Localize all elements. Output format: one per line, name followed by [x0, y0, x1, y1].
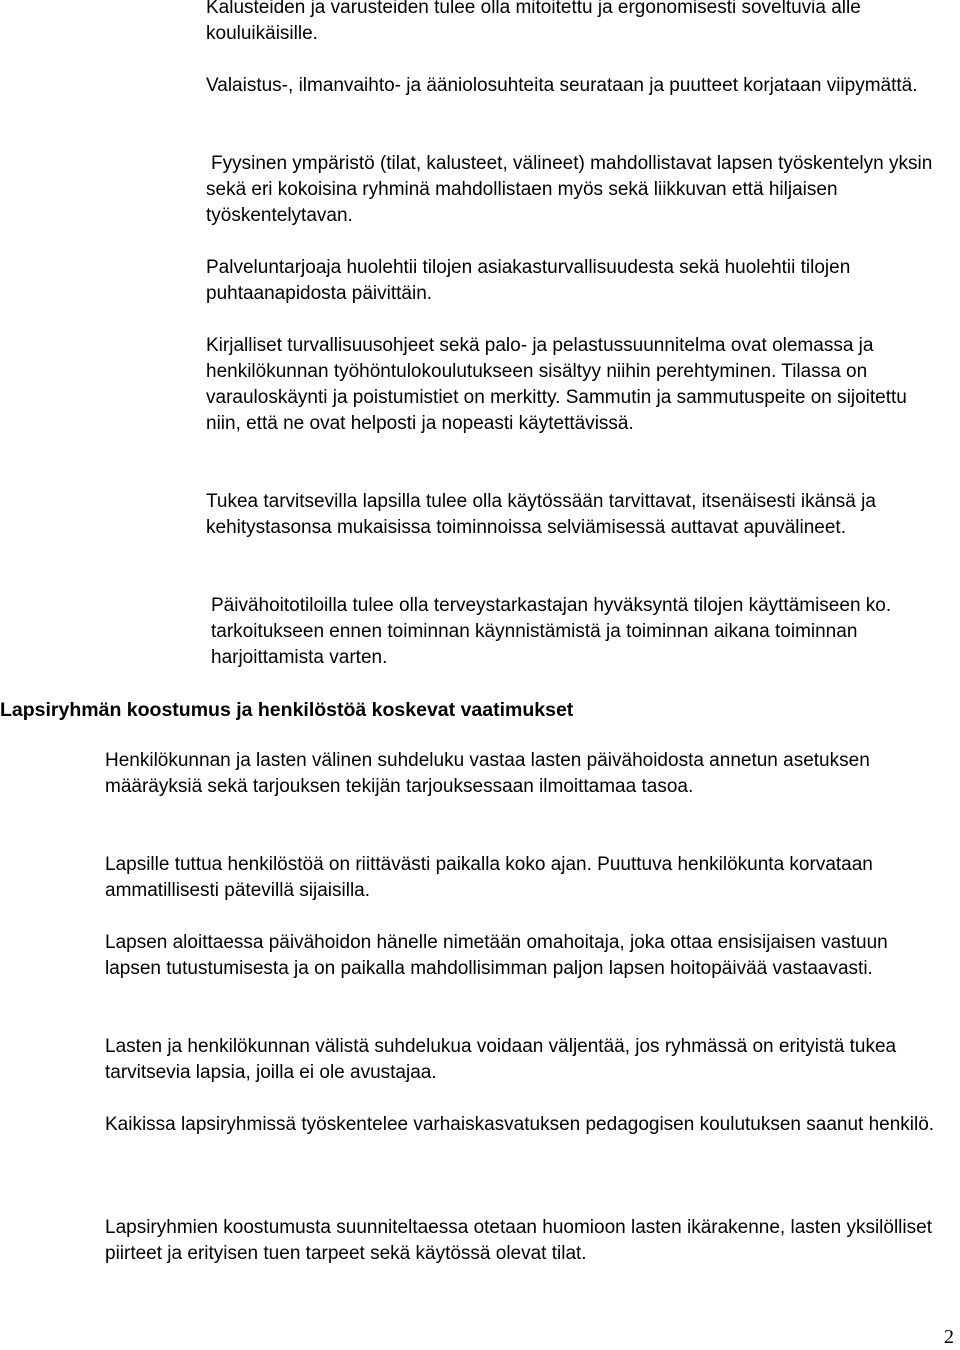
paragraph-staff-ratio: Henkilökunnan ja lasten välinen suhdeluku vastaa lasten päivähoidosta annetun asetuksen määräyksiä sekä tarjouksen tekijän tarjouksessaan ilmoittamaa tasoa. [105, 750, 870, 797]
paragraph-safety-instructions: Kirjalliset turvallisuusohjeet sekä palo- ja pelastussuunnitelma ovat olemassa ja henkilökunnan työhöntulokoulutukseen sisältyy niihin perehtyminen. Tilassa on varauloskäynti ja poistumistiet on merkitty. Sammutin ja sammutuspeite on sijoitettu niin, että ne ovat helposti ja nopeasti käytettävissä. [206, 335, 907, 434]
paragraph-health-inspector: Päivähoitotiloilla tulee olla terveystarkastajan hyväksyntä tilojen käyttämiseen ko. tarkoitukseen ennen toiminnan käynnistämistä ja toiminnan aikana toiminnan harjoittamista varten. [211, 595, 892, 668]
paragraph-assistive-devices: Tukea tarvitsevilla lapsilla tulee olla käytössään tarvittavat, itsenäisesti ikänsä ja kehitystasonsa mukaisissa toiminnoissa selviämisessä auttavat apuvälineet. [206, 491, 876, 538]
paragraph-primary-caregiver: Lapsen aloittaessa päivähoidon hänelle nimetään omahoitaja, joka ottaa ensisijaisen vastuun lapsen tutustumisesta ja on paikalla mahdollisimman paljon lapsen hoitopäivää vastaavasti. [105, 932, 888, 979]
paragraph-group-composition: Lapsiryhmien koostumusta suunniteltaessa otetaan huomioon lasten ikärakenne, lasten yksilölliset piirteet ja erityisen tuen tarpeet sekä käytössä olevat tilat. [105, 1217, 932, 1264]
paragraph-familiar-staff: Lapsille tuttua henkilöstöä on riittävästi paikalla koko ajan. Puuttuva henkilökunta korvataan ammatillisesti pätevillä sijaisilla. [105, 854, 873, 901]
paragraph-furniture: Kalusteiden ja varusteiden tulee olla mitoitettu ja ergonomisesti soveltuvia alle kouluikäisille. [206, 0, 861, 44]
paragraph-lighting-ventilation: Valaistus-, ilmanvaihto- ja ääniolosuhteita seurataan ja puutteet korjataan viipymättä. [206, 75, 918, 96]
paragraph-ratio-adjustment: Lasten ja henkilökunnan välistä suhdelukua voidaan väljentää, jos ryhmässä on erityistä tukea tarvitsevia lapsia, joilla ei ole avustajaa. [105, 1036, 897, 1083]
page-number: 2 [944, 1326, 954, 1348]
paragraph-physical-environment: Fyysinen ympäristö (tilat, kalusteet, välineet) mahdollistavat lapsen työskentelyn yksin sekä eri kokoisina ryhminä mahdollistaen myös sekä liikkuvan että hiljaisen työskentelytavan. [206, 153, 933, 226]
paragraph-client-safety: Palveluntarjoaja huolehtii tilojen asiakasturvallisuudesta sekä huolehtii tilojen puhtaanapidosta päivittäin. [206, 257, 851, 304]
paragraph-pedagogical-staff: Kaikissa lapsiryhmissä työskentelee varhaiskasvatuksen pedagogisen koulutuksen saanut henkilö. [105, 1114, 935, 1135]
section-heading: Lapsiryhmän koostumus ja henkilöstöä koskevat vaatimukset [0, 699, 574, 721]
